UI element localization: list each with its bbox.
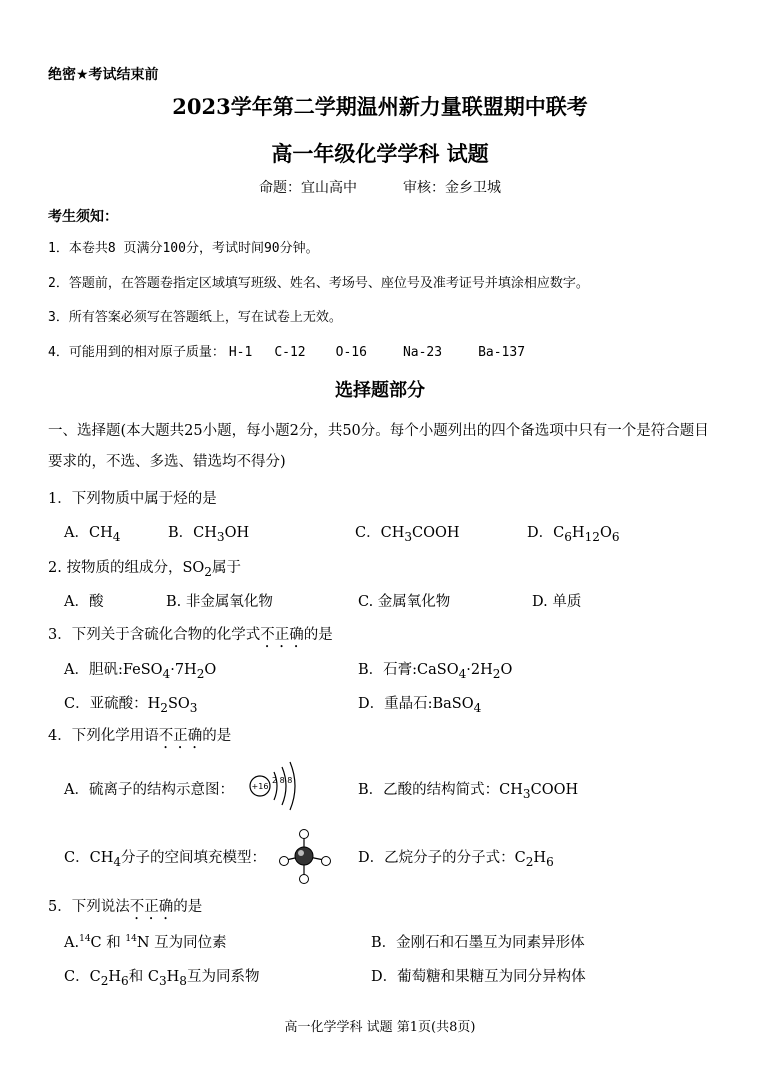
mass-ba: Ba-137 — [478, 345, 526, 360]
q2-option-b: B. 非金属氧化物 — [166, 594, 273, 610]
section-intro: 一、选择题(本大题共25小题，每小题2分，共50分。每个小题列出的四个备选项中只有一个是符合题目要求的，不选、多选、错选均不得分) — [48, 423, 709, 470]
q5-option-b: B．金刚石和石墨互为同素异形体 — [371, 935, 585, 951]
q2-option-a: A．酸 — [64, 594, 104, 610]
notice-heading: 考生须知： — [48, 209, 118, 225]
q1-option-b: B．$CH_3OH$ — [168, 525, 250, 544]
reviewer: 审核：金乡卫城 — [403, 180, 501, 196]
section-title: 选择题部分 — [335, 380, 425, 401]
q1-stem: 1．下列物质中属于烃的是 — [48, 491, 217, 507]
q1-option-d: D．$C_6H_{12}O_6$ — [527, 525, 620, 544]
q3-option-a: A．胆矾$:FeSO_4\cdot 7H_2O$ — [64, 662, 217, 681]
mass-label: 4．可能用到的相对原子质量： — [48, 345, 225, 360]
q3-stem: 3．下列关于含硫化合物的化学式不正确的是 — [48, 627, 333, 643]
q3-option-c: C．亚硫酸：$H_2SO_3$ — [64, 696, 198, 715]
q2-stem: 2. 按物质的组成分，$SO_2$属于 — [48, 560, 241, 579]
q1-option-a: A．$CH_4$ — [64, 525, 121, 544]
q3-option-b: B．石膏$:CaSO_4\cdot 2H_2O$ — [358, 662, 513, 681]
page-footer: 高一化学学科 试题 第1页(共8页) — [284, 1020, 476, 1035]
mass-o: O-16 — [335, 345, 367, 360]
q5-option-d: D．葡萄糖和果糖互为同分异构体 — [371, 969, 586, 985]
q2-option-d: D. 单质 — [532, 594, 582, 610]
setter: 命题：宜山高中 — [259, 180, 357, 196]
q4-option-b: B．乙酸的结构简式：$CH_3COOH$ — [358, 782, 579, 801]
mass-c: C-12 — [274, 345, 306, 360]
q3-option-d: D．重晶石:BaSO$_4$ — [358, 696, 482, 715]
q4-stem: 4．下列化学用语不正确的是 — [48, 728, 232, 744]
exam-title: 2023学年第二学期温州新力量联盟期中联考 — [172, 94, 588, 119]
notice-item-4 — [48, 341, 539, 360]
mass-h: H-1 — [228, 345, 253, 360]
sulfide-ion-diagram — [244, 756, 306, 816]
methane-space-filling-model — [276, 828, 336, 886]
shell-electrons: 2 8 8 — [272, 776, 293, 785]
notice-item-1: 1．本卷共8 页满分100分，考试时间90分钟。 — [48, 241, 319, 256]
notice-item-3: 3．所有答案必须写在答题纸上，写在试卷上无效。 — [48, 310, 342, 325]
q5-option-a: A.$^{14}$C 和 $^{14}$N 互为同位素 — [64, 934, 227, 951]
q4-option-d: D．乙烷分子的分子式：$C_2H_6$ — [358, 850, 554, 869]
q5-stem: 5．下列说法不正确的是 — [48, 899, 203, 915]
nucleus-label: +16 — [251, 782, 269, 791]
notice-item-2: 2．答题前，在答题卷指定区域填写班级、姓名、考场号、座位号及准考证号并填涂相应数字。 — [48, 276, 589, 291]
q4-option-a: A．硫离子的结构示意图： — [64, 782, 234, 798]
secret-mark: 绝密★考试结束前 — [48, 67, 159, 83]
authors-line — [0, 177, 760, 197]
q1-option-c: C．$CH_3COOH$ — [355, 525, 460, 544]
q2-option-c: C. 金属氧化物 — [358, 594, 451, 610]
mass-na: Na-23 — [402, 345, 443, 360]
q5-option-c: C．$C_2H_6$和 $C_3H_8$互为同系物 — [64, 969, 260, 988]
q4-option-c: C．$CH_4$分子的空间填充模型： — [64, 850, 267, 869]
exam-subtitle: 高一年级化学学科 试题 — [271, 141, 489, 166]
